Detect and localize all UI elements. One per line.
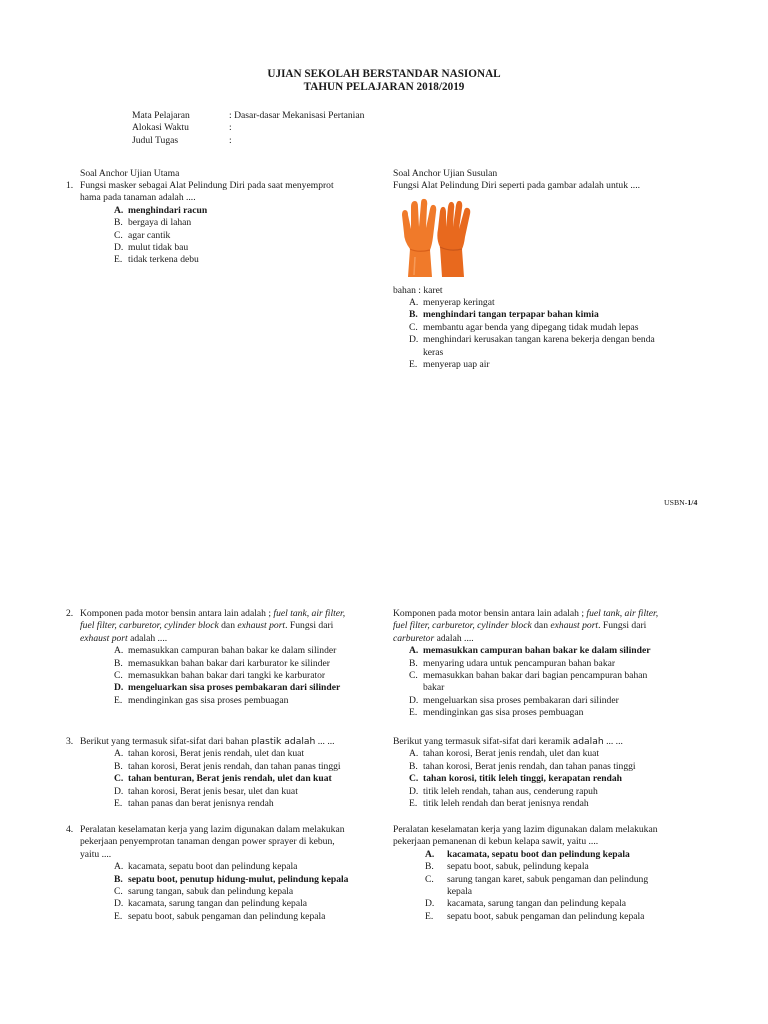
question-stem: Peralatan keselamatan kerja yang lazim digunakan dalam melakukan pekerjaan penyemprotan tanaman dengan power sprayer di kebun, yaitu .... (80, 824, 345, 860)
option: E. menyerap uap air (409, 359, 490, 371)
option: E. mendinginkan gas sisa proses pembuagan (114, 694, 289, 706)
question-stem: Fungsi masker sebagai Alat Pelindung Diri pada saat menyemprot (80, 180, 334, 191)
question-2-right (393, 608, 733, 720)
question-3-right (393, 736, 733, 810)
meta-task (132, 135, 532, 147)
meta-label: Mata Pelajaran (132, 110, 190, 121)
option: C. memasukkan bahan bakar dari tangki ke karburator (114, 670, 326, 682)
question-1-right-options (409, 297, 729, 371)
question-stem: hama pada tanaman adalah .... (80, 192, 196, 204)
rubber-gloves-image (398, 197, 480, 279)
option: D. mulut tidak bau (114, 242, 189, 254)
meta-value: : Dasar-dasar Mekanisasi Pertanian (229, 110, 365, 121)
option: C. agar cantik (114, 229, 171, 241)
question-stem: Berikut yang termasuk sifat-sifat dari bahan plastik adalah ... ... (80, 736, 335, 747)
option: C. sarung tangan karet, sabuk pengaman dan pelindung kepala (425, 873, 649, 898)
exam-title: UJIAN SEKOLAH BERSTANDAR NASIONAL (267, 68, 501, 80)
option: B. tahan korosi, Berat jenis rendah, dan tahan panas tinggi (114, 760, 341, 772)
question-number: 2. (66, 608, 74, 619)
right-heading: Soal Anchor Ujian Susulan (393, 168, 498, 179)
question-4-left (66, 824, 390, 923)
question-3-left (66, 736, 388, 810)
option: D. menghindari kerusakan tangan karena bekerja dengan benda keras (409, 334, 655, 358)
option: B. sepatu boot, sabuk, pelindung kepala (425, 861, 589, 873)
option-list (66, 205, 386, 267)
option-answer: B. sepatu boot, penutup hidung-mulut, pelindung kepala (114, 873, 349, 885)
question-stem: Berikut yang termasuk sifat-sifat dari keramik adalah ... ... (393, 736, 623, 747)
option: B. bergaya di lahan (114, 217, 192, 229)
question-stem: Komponen pada motor bensin antara lain adalah ; fuel tank, air filter, fuel filter, carburetor, cylinder block dan exhaust port. Fungsi dari exhaust port adalah .... (80, 608, 346, 644)
option: A. kacamata, sepatu boot dan pelindung kepala (114, 861, 298, 873)
option-answer: A. menghindari racun (114, 204, 208, 216)
question-stem: Peralatan keselamatan kerja yang lazim digunakan dalam melakukan pekerjaan pemanenan di kebun kelapa sawit, yaitu .... (393, 824, 658, 848)
left-heading: Soal Anchor Ujian Utama (80, 168, 180, 179)
option: E. sepatu boot, sabuk pengaman dan pelindung kepala (425, 910, 645, 922)
option: B. tahan korosi, Berat jenis rendah, dan tahan panas tinggi (409, 760, 636, 772)
option: E. mendinginkan gas sisa proses pembuagan (409, 707, 584, 719)
meta-value: : (229, 135, 232, 146)
option-answer: A. kacamata, sepatu boot dan pelindung kepala (425, 848, 630, 860)
question-number: 4. (66, 824, 74, 835)
question-4-right (393, 824, 733, 923)
option-list (393, 748, 733, 810)
option: D. kacamata, sarung tangan dan pelindung kepala (114, 898, 308, 910)
option: A. tahan korosi, Berat jenis rendah, ulet dan kuat (114, 748, 305, 760)
option: C. membantu agar benda yang dipegang tidak mudah lepas (409, 321, 639, 333)
option-answer: C. tahan benturan, Berat jenis rendah, ulet dan kuat (114, 773, 332, 785)
meta-subject (132, 110, 532, 122)
meta-label: Judul Tugas (132, 135, 179, 146)
option-list (66, 861, 390, 923)
option: D. mengeluarkan sisa proses pembakaran dari silinder (409, 694, 619, 706)
option: A. menyerap keringat (409, 297, 495, 308)
option-list (393, 849, 733, 923)
question-number: 1. (66, 180, 74, 191)
gloves-icon (398, 197, 480, 279)
option: C. memasukkan bahan bakar dari bagian pencampuran bahan bakar (409, 670, 648, 694)
option: D. titik leleh rendah, tahan aus, cenderung rapuh (409, 785, 598, 797)
option: E. sepatu boot, sabuk pengaman dan pelindung kepala (114, 910, 326, 922)
question-2-left (66, 608, 388, 707)
option-list (66, 748, 388, 810)
question-1-left (66, 180, 386, 267)
option: E. tahan panas dan berat jenisnya rendah (114, 798, 274, 810)
option-list (393, 645, 733, 719)
meta-value: : (229, 122, 232, 133)
option-answer: B. menghindari tangan terpapar bahan kimia (409, 309, 599, 321)
meta-time (132, 122, 532, 134)
option-answer: A. memasukkan campuran bahan bakar ke dalam silinder (409, 645, 651, 657)
option: B. menyaring udara untuk pencampuran bahan bakar (409, 657, 616, 669)
option: A. memasukkan campuran bahan bakar ke dalam silinder (114, 645, 337, 657)
option-answer: C. tahan korosi, titik leleh tinggi, kerapatan rendah (409, 773, 623, 785)
option: E. titik leleh rendah dan berat jenisnya rendah (409, 798, 589, 810)
option: E. tidak terkena debu (114, 254, 199, 266)
option-answer: D. mengeluarkan sisa proses pembakaran dari silinder (114, 682, 341, 694)
option: D. tahan korosi, Berat jenis besar, ulet dan kuat (114, 785, 298, 797)
image-caption: bahan : karet (393, 285, 443, 296)
option: D. kacamata, sarung tangan dan pelindung kepala (425, 898, 627, 910)
page-marker: USBN-1/4 (664, 498, 698, 507)
meta-label: Alokasi Waktu (132, 122, 189, 133)
question-stem: Komponen pada motor bensin antara lain adalah ; fuel tank, air filter, fuel filter, carburetor, cylinder block dan exhaust port. Fungsi dari carburetor adalah .... (393, 608, 659, 644)
option: A. tahan korosi, Berat jenis rendah, ulet dan kuat (409, 748, 600, 760)
question-number: 3. (66, 736, 74, 747)
option: B. memasukkan bahan bakar dari karburator ke silinder (114, 657, 330, 669)
option: C. sarung tangan, sabuk dan pelindung kepala (114, 886, 294, 898)
question-1-right-stem: Fungsi Alat Pelindung Diri seperti pada gambar adalah untuk .... (393, 180, 640, 191)
exam-year: TAHUN PELAJARAN 2018/2019 (303, 81, 465, 93)
option-list (66, 645, 388, 707)
